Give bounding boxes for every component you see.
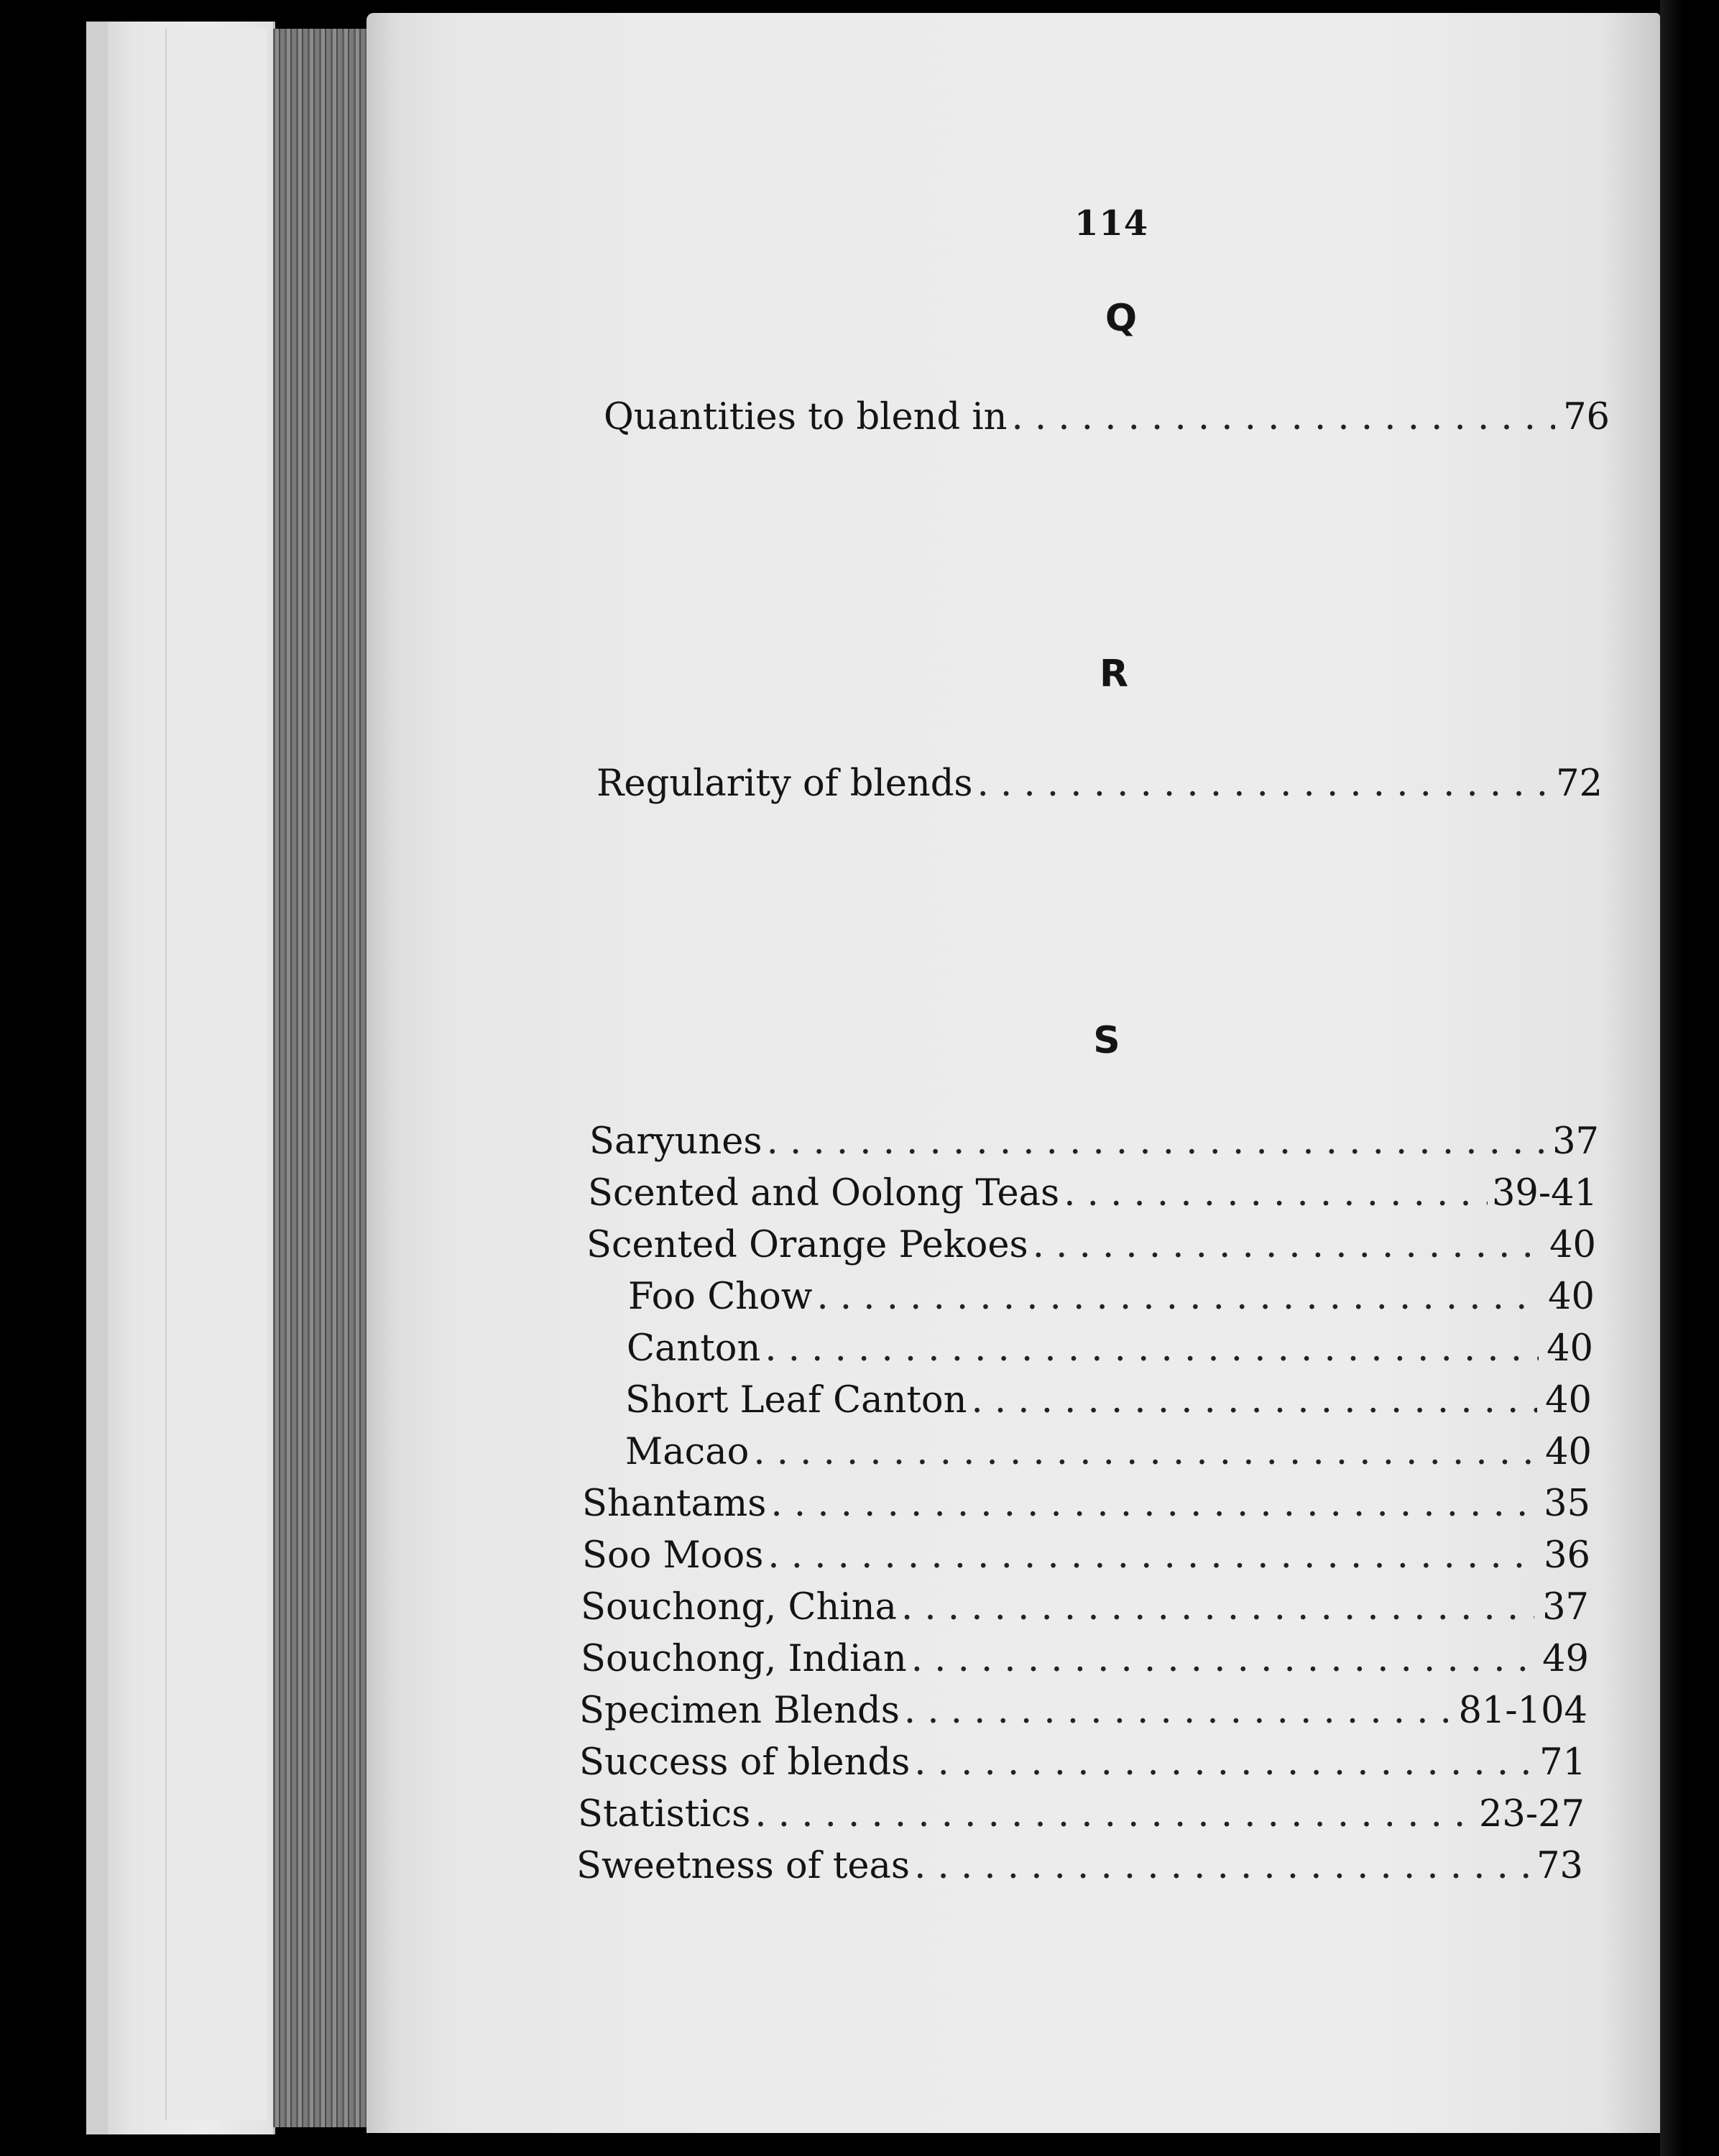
entry-term: Regularity of blends (596, 763, 973, 805)
dot-leader (768, 1532, 1536, 1580)
dot-leader (767, 1118, 1544, 1166)
entry-pages: 40 (1545, 1379, 1592, 1422)
dot-leader (1064, 1170, 1488, 1217)
entry-pages: 23-27 (1478, 1793, 1585, 1835)
index-subentry (627, 1325, 1593, 1373)
entry-pages: 72 (1556, 763, 1603, 805)
entry-pages: 37 (1542, 1586, 1589, 1628)
dot-leader (1033, 1222, 1541, 1269)
dot-leader (901, 1584, 1534, 1631)
index-entry (579, 1739, 1586, 1787)
dot-leader (770, 1480, 1536, 1528)
entry-term: Shantams (582, 1483, 767, 1525)
index-entry (589, 1118, 1599, 1166)
index-entry (596, 760, 1603, 808)
dot-leader (914, 1843, 1529, 1890)
index-entry (581, 1636, 1589, 1683)
entry-pages: 81-104 (1458, 1690, 1587, 1732)
index-entry (576, 1843, 1583, 1890)
dot-leader (753, 1429, 1537, 1476)
index-entry (582, 1532, 1590, 1580)
index-entry (588, 1170, 1598, 1217)
section-letter-q: Q (1105, 297, 1138, 340)
dot-leader (1012, 394, 1556, 441)
entry-pages: 35 (1544, 1483, 1590, 1525)
entry-term: Souchong, Indian (581, 1638, 907, 1680)
page-number: 114 (1074, 203, 1149, 244)
index-subentry (625, 1377, 1592, 1424)
entry-pages: 49 (1542, 1638, 1589, 1680)
dot-leader (977, 760, 1548, 808)
entry-pages: 40 (1545, 1431, 1592, 1473)
entry-term: Sweetness of teas (576, 1845, 911, 1887)
index-entry (578, 1791, 1585, 1838)
dot-leader (911, 1636, 1534, 1683)
entry-term: Soo Moos (582, 1534, 764, 1577)
entry-pages: 37 (1552, 1120, 1599, 1163)
entry-term: Short Leaf Canton (625, 1379, 967, 1422)
section-letter-s: S (1093, 1019, 1120, 1062)
dot-leader (765, 1325, 1539, 1373)
entry-term: Specimen Blends (579, 1690, 900, 1732)
entry-pages: 40 (1547, 1327, 1593, 1370)
index-entry (586, 1222, 1596, 1269)
index-page (367, 13, 1660, 2133)
index-entry (604, 394, 1610, 441)
index-subentry (628, 1273, 1595, 1321)
index-subentry (625, 1429, 1592, 1476)
entry-pages: 73 (1536, 1845, 1583, 1887)
dot-leader (971, 1377, 1537, 1424)
entry-pages: 76 (1563, 396, 1610, 438)
entry-pages: 40 (1549, 1224, 1596, 1266)
index-entry (579, 1687, 1587, 1735)
entry-term: Scented Orange Pekoes (586, 1224, 1028, 1266)
index-entry (581, 1584, 1589, 1631)
dot-leader (755, 1791, 1475, 1838)
entry-pages: 36 (1544, 1534, 1590, 1577)
entry-term: Foo Chow (628, 1276, 813, 1318)
entry-term: Souchong, China (581, 1586, 897, 1628)
entry-term: Statistics (578, 1793, 751, 1835)
entry-pages: 71 (1539, 1741, 1586, 1784)
entry-pages: 39-41 (1491, 1172, 1598, 1215)
index-entry (582, 1480, 1590, 1528)
entry-term: Success of blends (579, 1741, 911, 1784)
dot-leader (816, 1273, 1540, 1321)
dot-leader (904, 1687, 1455, 1735)
right-shadow (1660, 0, 1719, 2156)
entry-term: Canton (627, 1327, 761, 1370)
entry-term: Scented and Oolong Teas (588, 1172, 1060, 1215)
section-letter-r: R (1099, 653, 1129, 696)
blank-leaf-inner (165, 29, 267, 2120)
entry-term: Quantities to blend in (604, 396, 1008, 438)
entry-term: Saryunes (589, 1120, 762, 1163)
dot-leader (914, 1739, 1531, 1787)
entry-term: Macao (625, 1431, 750, 1473)
entry-pages: 40 (1548, 1276, 1595, 1318)
